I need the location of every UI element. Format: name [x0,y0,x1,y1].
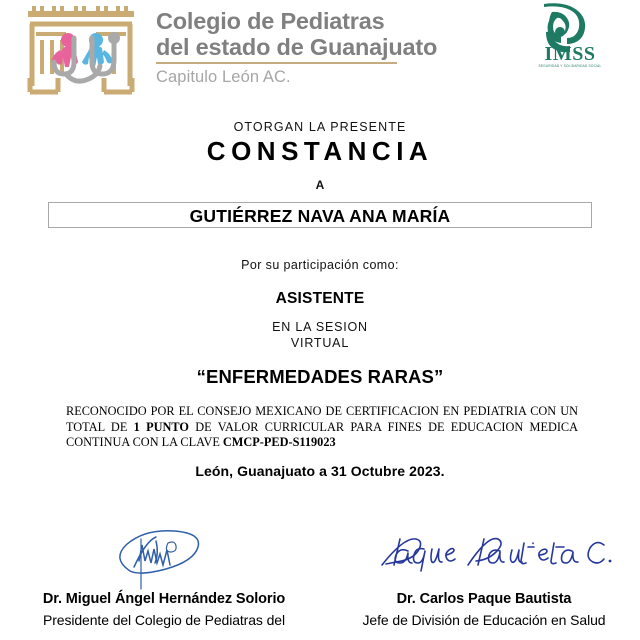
recognition-text-part2: DE VALOR CURRICULAR PARA FINES DE EDUCACION MEDICA CONTINUA CON LA CLAVE [66,419,579,449]
place-and-date: León, Guanajuato a 31 Octubre 2023. [195,463,445,479]
recognition-points: 1 PUNTO [133,419,189,434]
recognition-code: CMCP-PED-S119023 [222,435,336,449]
participation-label: Por su participación como: [241,258,399,272]
signatory-name-president: Dr. Miguel Ángel Hernández Solorio [42,591,286,607]
session-line: EN LA SESION [272,320,368,334]
organization-name-line2: del estado de Guanajuato [156,34,438,60]
colegio-de-pediatras-logo [18,2,144,100]
signature-block-president [8,525,320,640]
session-modality: VIRTUAL [290,336,350,350]
imss-tagline-text: SEGURIDAD Y SOLIDARIDAD SOCIAL [538,64,602,68]
signature-block-education-chief [328,525,640,640]
session-topic: “ENFERMEDADES RARAS” [196,366,444,387]
signatory-role-president: Presidente del Colegio de Pediatras del [42,612,286,628]
certificate-header [0,0,640,108]
organization-chapter: Capitulo León AC. [156,68,291,86]
signature-mark-president [8,525,320,591]
signatory-name-education-chief: Dr. Carlos Paque Bautista [396,591,572,607]
organization-name-line1: Colegio de Pediatras [156,8,385,34]
imss-logo [524,2,616,70]
imss-wordmark-text: IMSS [544,43,596,65]
header-divider [156,62,397,64]
organization-name [156,8,516,60]
recipient-name: GUTIÉRREZ NAVA ANA MARÍA [189,206,451,226]
signature-mark-education-chief [328,525,640,591]
participation-role: ASISTENTE [275,290,365,307]
awarding-line: OTORGAN LA PRESENTE [233,120,407,134]
recognition-paragraph [66,404,578,451]
awarded-to-label: A [315,178,325,192]
recognition-text-part1: RECONOCIDO POR EL CONSEJO MEXICANO DE CERTIFICACION EN PEDIATRIA CON UN TOTAL DE [66,404,578,434]
certificate-title: CONSTANCIA [206,136,434,166]
signatory-role-education-chief: Jefe de División de Educación en Salud [362,612,606,628]
